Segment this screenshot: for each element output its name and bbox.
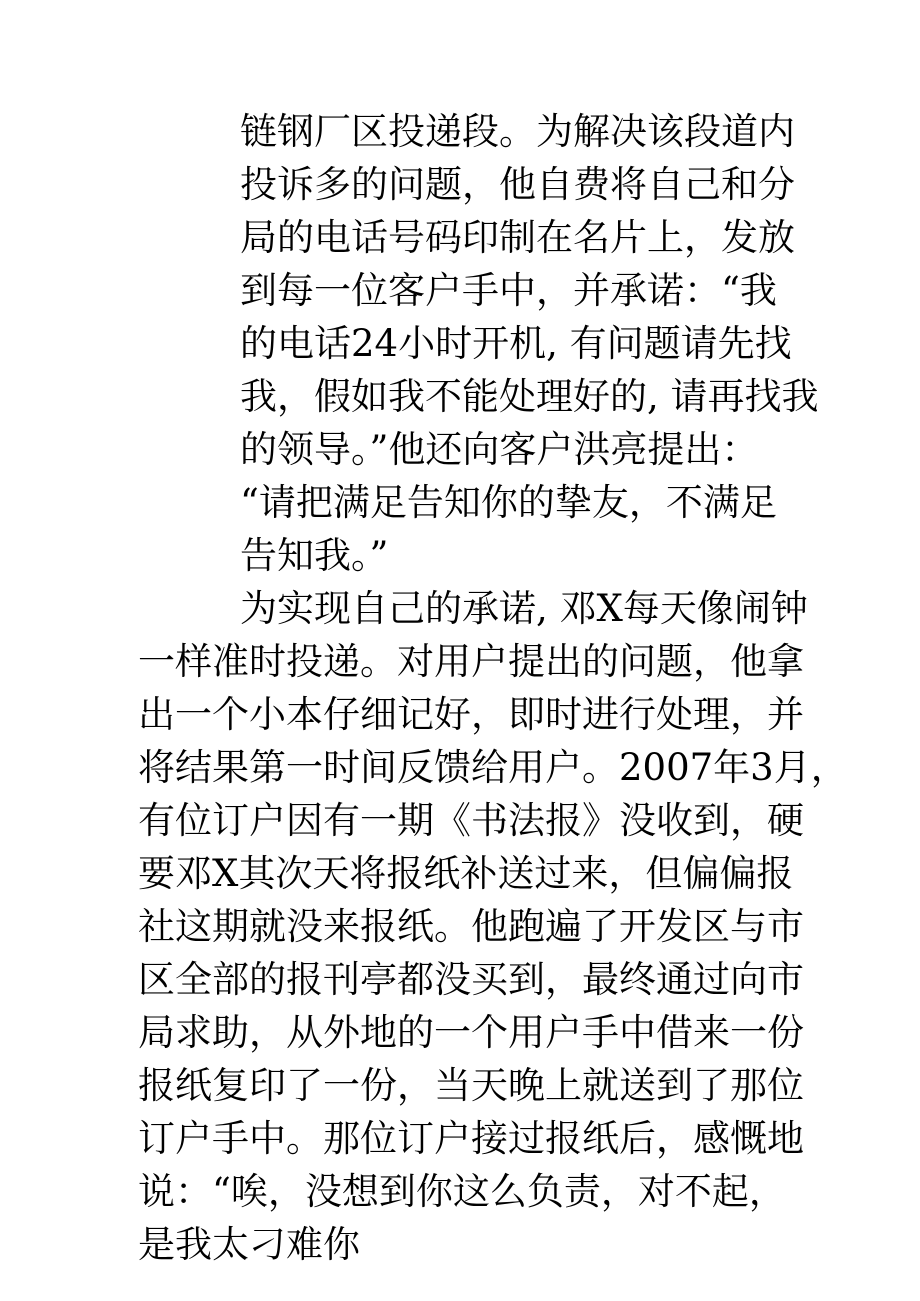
text-line: 的领导。”他还向客户洪亮提出： (240, 428, 759, 471)
text-line: 局的电话号码印制在名片上，发放 (240, 216, 795, 259)
text-line: 要邓X其次天将报纸补送过来，但偏偏报 (138, 852, 794, 895)
text-line: 是我太刁难你 (138, 1223, 360, 1266)
text-line: 到每一位客户手中，并承诺：“我 (240, 269, 777, 312)
text-line: 局求助，从外地的一个用户手中借来一份 (138, 1011, 804, 1054)
text-line: 订户手中。那位订户接过报纸后，感慨地 (138, 1117, 804, 1160)
text-line: 告知我。” (240, 534, 389, 577)
text-line: 说：“唉，没想到你这么负责，对不起， (138, 1170, 786, 1213)
text-line: 链钢厂区投递段。为解决该段道内 (240, 110, 795, 153)
text-line: 有位订户因有一期《书法报》没收到，硬 (138, 799, 804, 842)
text-line: 投诉多的问题，他自费将自己和分 (240, 163, 795, 206)
text-line: 报纸复印了一份，当天晚上就送到了那位 (138, 1064, 804, 1107)
text-line: 一样准时投递。对用户提出的问题，他拿 (138, 640, 804, 683)
text-line: 的电话24小时开机, 有问题请先找 (240, 322, 792, 365)
text-line: 区全部的报刊亭都没买到，最终通过向市 (138, 958, 804, 1001)
text-line: “请把满足告知你的挚友，不满足 (240, 481, 777, 524)
text-line: 出一个小本仔细记好，即时进行处理，并 (138, 693, 804, 736)
paragraph-first-line: 为实现自己的承诺, 邓X每天像闹钟 (240, 587, 808, 630)
text-line: 社这期就没来报纸。他跑遍了开发区与市 (138, 905, 804, 948)
text-line: 我，假如我不能处理好的, 请再找我 (240, 375, 819, 418)
text-line: 将结果第一时间反馈给用户。2007年3月， (138, 746, 848, 789)
